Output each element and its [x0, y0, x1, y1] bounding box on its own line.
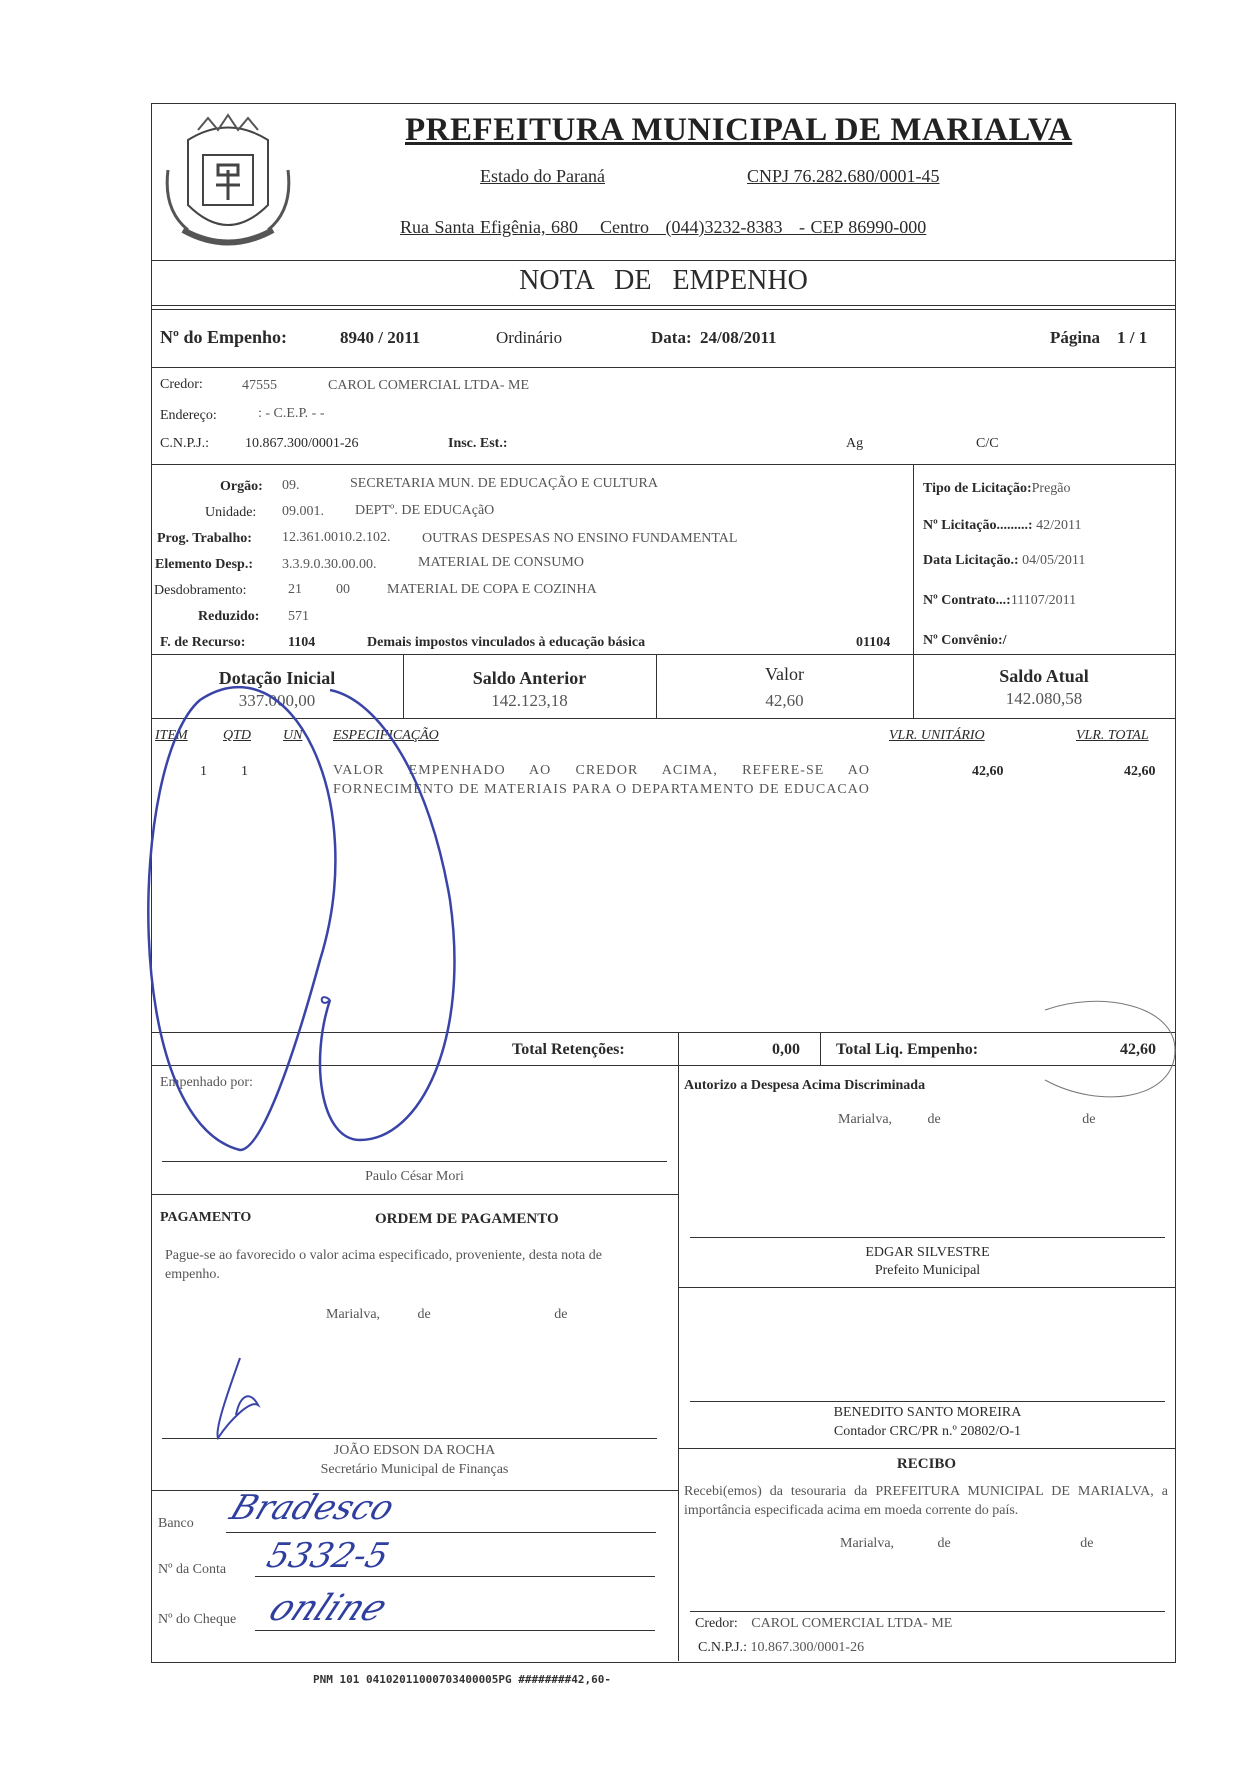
elemento-label: Elemento Desp.: — [155, 557, 253, 572]
desdobramento-label: Desdobramento: — [154, 583, 247, 598]
saldo-atual-value: 142.080,58 — [1005, 689, 1083, 708]
credor-code: 47555 — [242, 378, 277, 393]
insc-est-label: Insc. Est.: — [448, 436, 508, 451]
conta-handwritten: 5332-5 — [262, 1536, 394, 1576]
contador-role: Contador CRC/PR n.º 20802/O-1 — [833, 1424, 1022, 1439]
n-licitacao-key: Nº Licitação.........: — [923, 518, 1033, 533]
document-title: NOTA DE EMPENHO — [519, 265, 808, 296]
desdobramento-sub: 00 — [336, 582, 350, 597]
retencoes-value: 0,00 — [772, 1041, 800, 1058]
desdobramento-desc: MATERIAL DE COPA E COZINHA — [387, 582, 597, 597]
cc-label: C/C — [976, 436, 999, 451]
desdobramento-value: 21 — [288, 582, 302, 597]
ordem-pagamento-label: ORDEM DE PAGAMENTO — [375, 1211, 559, 1227]
contrato-key: Nº Contrato...: — [923, 593, 1011, 608]
empenho-number-label: Nº do Empenho: — [160, 327, 287, 347]
endereco-label: Endereço: — [160, 408, 217, 423]
valor-value: 42,60 — [765, 691, 804, 710]
recibo-de1: de — [937, 1536, 951, 1551]
empenho-date: 24/08/2011 — [700, 328, 777, 347]
saldo-anterior-label: Saldo Anterior — [472, 668, 587, 688]
empenho-date-label: Data: — [651, 328, 692, 347]
row-item: 1 — [200, 764, 207, 779]
unidade-desc: DEPTº. DE EDUCAçãO — [355, 503, 495, 518]
recurso-label: F. de Recurso: — [160, 635, 246, 650]
row-spec: VALOR EMPENHADO AO CREDOR ACIMA, REFERE-SE AO FORNECIMENTO DE MATERIAIS PARA O DEPARTAMENTO DE EDUCACAO — [333, 763, 870, 797]
address-cep: - CEP 86990-000 — [798, 217, 927, 237]
cheque-label: Nº do Cheque — [158, 1612, 237, 1627]
address-district: Centro — [599, 217, 649, 237]
empenho-number: 8940 / 2011 — [340, 328, 421, 347]
pagamento-label: PAGAMENTO — [160, 1210, 252, 1225]
footer-code: PNM 101 04102011000703400005PG ########42,60- — [313, 1673, 612, 1686]
prefeito-role: Prefeito Municipal — [874, 1263, 981, 1278]
orgao-label: Orgão: — [220, 479, 263, 494]
pagamento-de1: de — [417, 1307, 431, 1322]
convenio-label: Nº Convênio:/ — [923, 633, 1007, 648]
cheque-handwritten: online — [262, 1588, 394, 1629]
data-licitacao-key: Data Licitação.: — [923, 553, 1019, 568]
dotacao-value: 337.000,00 — [238, 691, 316, 710]
empenhado-label: Empenhado por: — [160, 1075, 253, 1090]
recibo-text: Recebi(emos) da tesouraria da PREFEITURA MUNICIPAL DE MARIALVA, a importância especificada acima em moeda corrente do país. — [684, 1484, 1168, 1518]
state-name: Estado do Paraná — [480, 166, 605, 186]
address-street: Rua Santa Efigênia, 680 — [400, 217, 578, 237]
autorizo-label: Autorizo a Despesa Acima Discriminada — [684, 1078, 926, 1093]
conta-label: Nº da Conta — [158, 1562, 227, 1577]
autorizo-de2: de — [1082, 1112, 1096, 1127]
credor-label: Credor: — [160, 377, 203, 392]
col-un: UN — [283, 728, 303, 743]
banco-handwritten: Bradesco — [224, 1488, 400, 1528]
banco-label: Banco — [158, 1516, 194, 1531]
unidade-value: 09.001. — [282, 504, 324, 519]
elemento-desc: MATERIAL DE CONSUMO — [418, 555, 584, 570]
contador-name: BENEDITO SANTO MOREIRA — [833, 1405, 1022, 1420]
row-unit-value: 42,60 — [972, 764, 1004, 779]
n-licitacao-value: 42/2011 — [1036, 518, 1082, 533]
row-total-value: 42,60 — [1124, 764, 1156, 779]
pagamento-text: Pague-se ao favorecido o valor acima especificado, proveniente, desta nota de empenho. — [165, 1248, 602, 1282]
endereco-value: : - C.E.P. - - — [258, 406, 325, 421]
unidade-label: Unidade: — [205, 505, 257, 520]
contrato-value: 11107/2011 — [1010, 593, 1077, 608]
recibo-de2: de — [1080, 1536, 1094, 1551]
col-qtd: QTD — [223, 728, 252, 743]
reduzido-value: 571 — [288, 609, 309, 624]
recurso-code: 01104 — [856, 635, 891, 650]
empenho-type: Ordinário — [496, 328, 563, 347]
address-phone: (044)3232-8383 — [665, 217, 783, 237]
saldo-atual-label: Saldo Atual — [999, 666, 1089, 686]
municipality-cnpj: CNPJ 76.282.680/0001-45 — [747, 166, 940, 186]
recurso-value: 1104 — [288, 635, 316, 650]
page-number: 1 / 1 — [1117, 328, 1148, 347]
credor-name: CAROL COMERCIAL LTDA- ME — [328, 378, 530, 393]
recurso-desc: Demais impostos vinculados à educação básica — [367, 635, 646, 650]
col-unit-value: VLR. UNITÁRIO — [889, 728, 985, 743]
recibo-cnpj-value: 10.867.300/0001-26 — [750, 1640, 865, 1655]
orgao-value: 09. — [282, 478, 300, 493]
secretario-role: Secretário Municipal de Finanças — [320, 1462, 509, 1477]
recibo-cnpj-label: C.N.P.J.: — [698, 1640, 748, 1655]
tipo-licitacao-value: Pregão — [1031, 481, 1071, 496]
col-item: ITEM — [155, 728, 188, 743]
prog-trabalho-desc: OUTRAS DESPESAS NO ENSINO FUNDAMENTAL — [422, 531, 738, 546]
cnpj-label: C.N.P.J.: — [160, 436, 210, 451]
pagamento-city: Marialva, — [326, 1307, 381, 1322]
autorizo-de1: de — [927, 1112, 941, 1127]
prefeito-name: EDGAR SILVESTRE — [865, 1245, 990, 1260]
liquido-value: 42,60 — [1120, 1041, 1156, 1058]
elemento-value: 3.3.9.0.30.00.00. — [282, 557, 377, 572]
valor-label: Valor — [765, 664, 804, 684]
pagamento-de2: de — [554, 1307, 568, 1322]
reduzido-label: Reduzido: — [198, 609, 260, 624]
secretario-name: JOÃO EDSON DA ROCHA — [333, 1443, 496, 1458]
prog-trabalho-label: Prog. Trabalho: — [157, 531, 252, 546]
municipality-title: PREFEITURA MUNICIPAL DE MARIALVA — [405, 112, 1073, 148]
autorizo-city: Marialva, — [838, 1112, 893, 1127]
data-licitacao-value: 04/05/2011 — [1022, 553, 1086, 568]
cnpj-value: 10.867.300/0001-26 — [245, 436, 359, 451]
col-spec: ESPECIFICAÇÃO — [333, 728, 439, 743]
empenhado-name: Paulo César Mori — [365, 1169, 464, 1184]
recibo-credor-label: Credor: — [695, 1616, 738, 1631]
orgao-desc: SECRETARIA MUN. DE EDUCAÇÃO E CULTURA — [350, 476, 658, 491]
col-total-value: VLR. TOTAL — [1076, 728, 1149, 743]
recibo-title: RECIBO — [896, 1456, 957, 1472]
prog-trabalho-value: 12.361.0010.2.102. — [282, 530, 391, 545]
saldo-anterior-value: 142.123,18 — [491, 691, 568, 710]
recibo-credor-name: CAROL COMERCIAL LTDA- ME — [751, 1616, 953, 1631]
page-label: Página — [1050, 328, 1101, 347]
liquido-label: Total Liq. Empenho: — [836, 1041, 979, 1058]
ag-label: Ag — [846, 436, 864, 451]
tipo-licitacao-key: Tipo de Licitação: — [923, 481, 1032, 496]
recibo-city: Marialva, — [840, 1536, 895, 1551]
row-qtd: 1 — [241, 764, 248, 779]
dotacao-label: Dotação Inicial — [218, 668, 336, 688]
retencoes-label: Total Retenções: — [512, 1041, 625, 1058]
